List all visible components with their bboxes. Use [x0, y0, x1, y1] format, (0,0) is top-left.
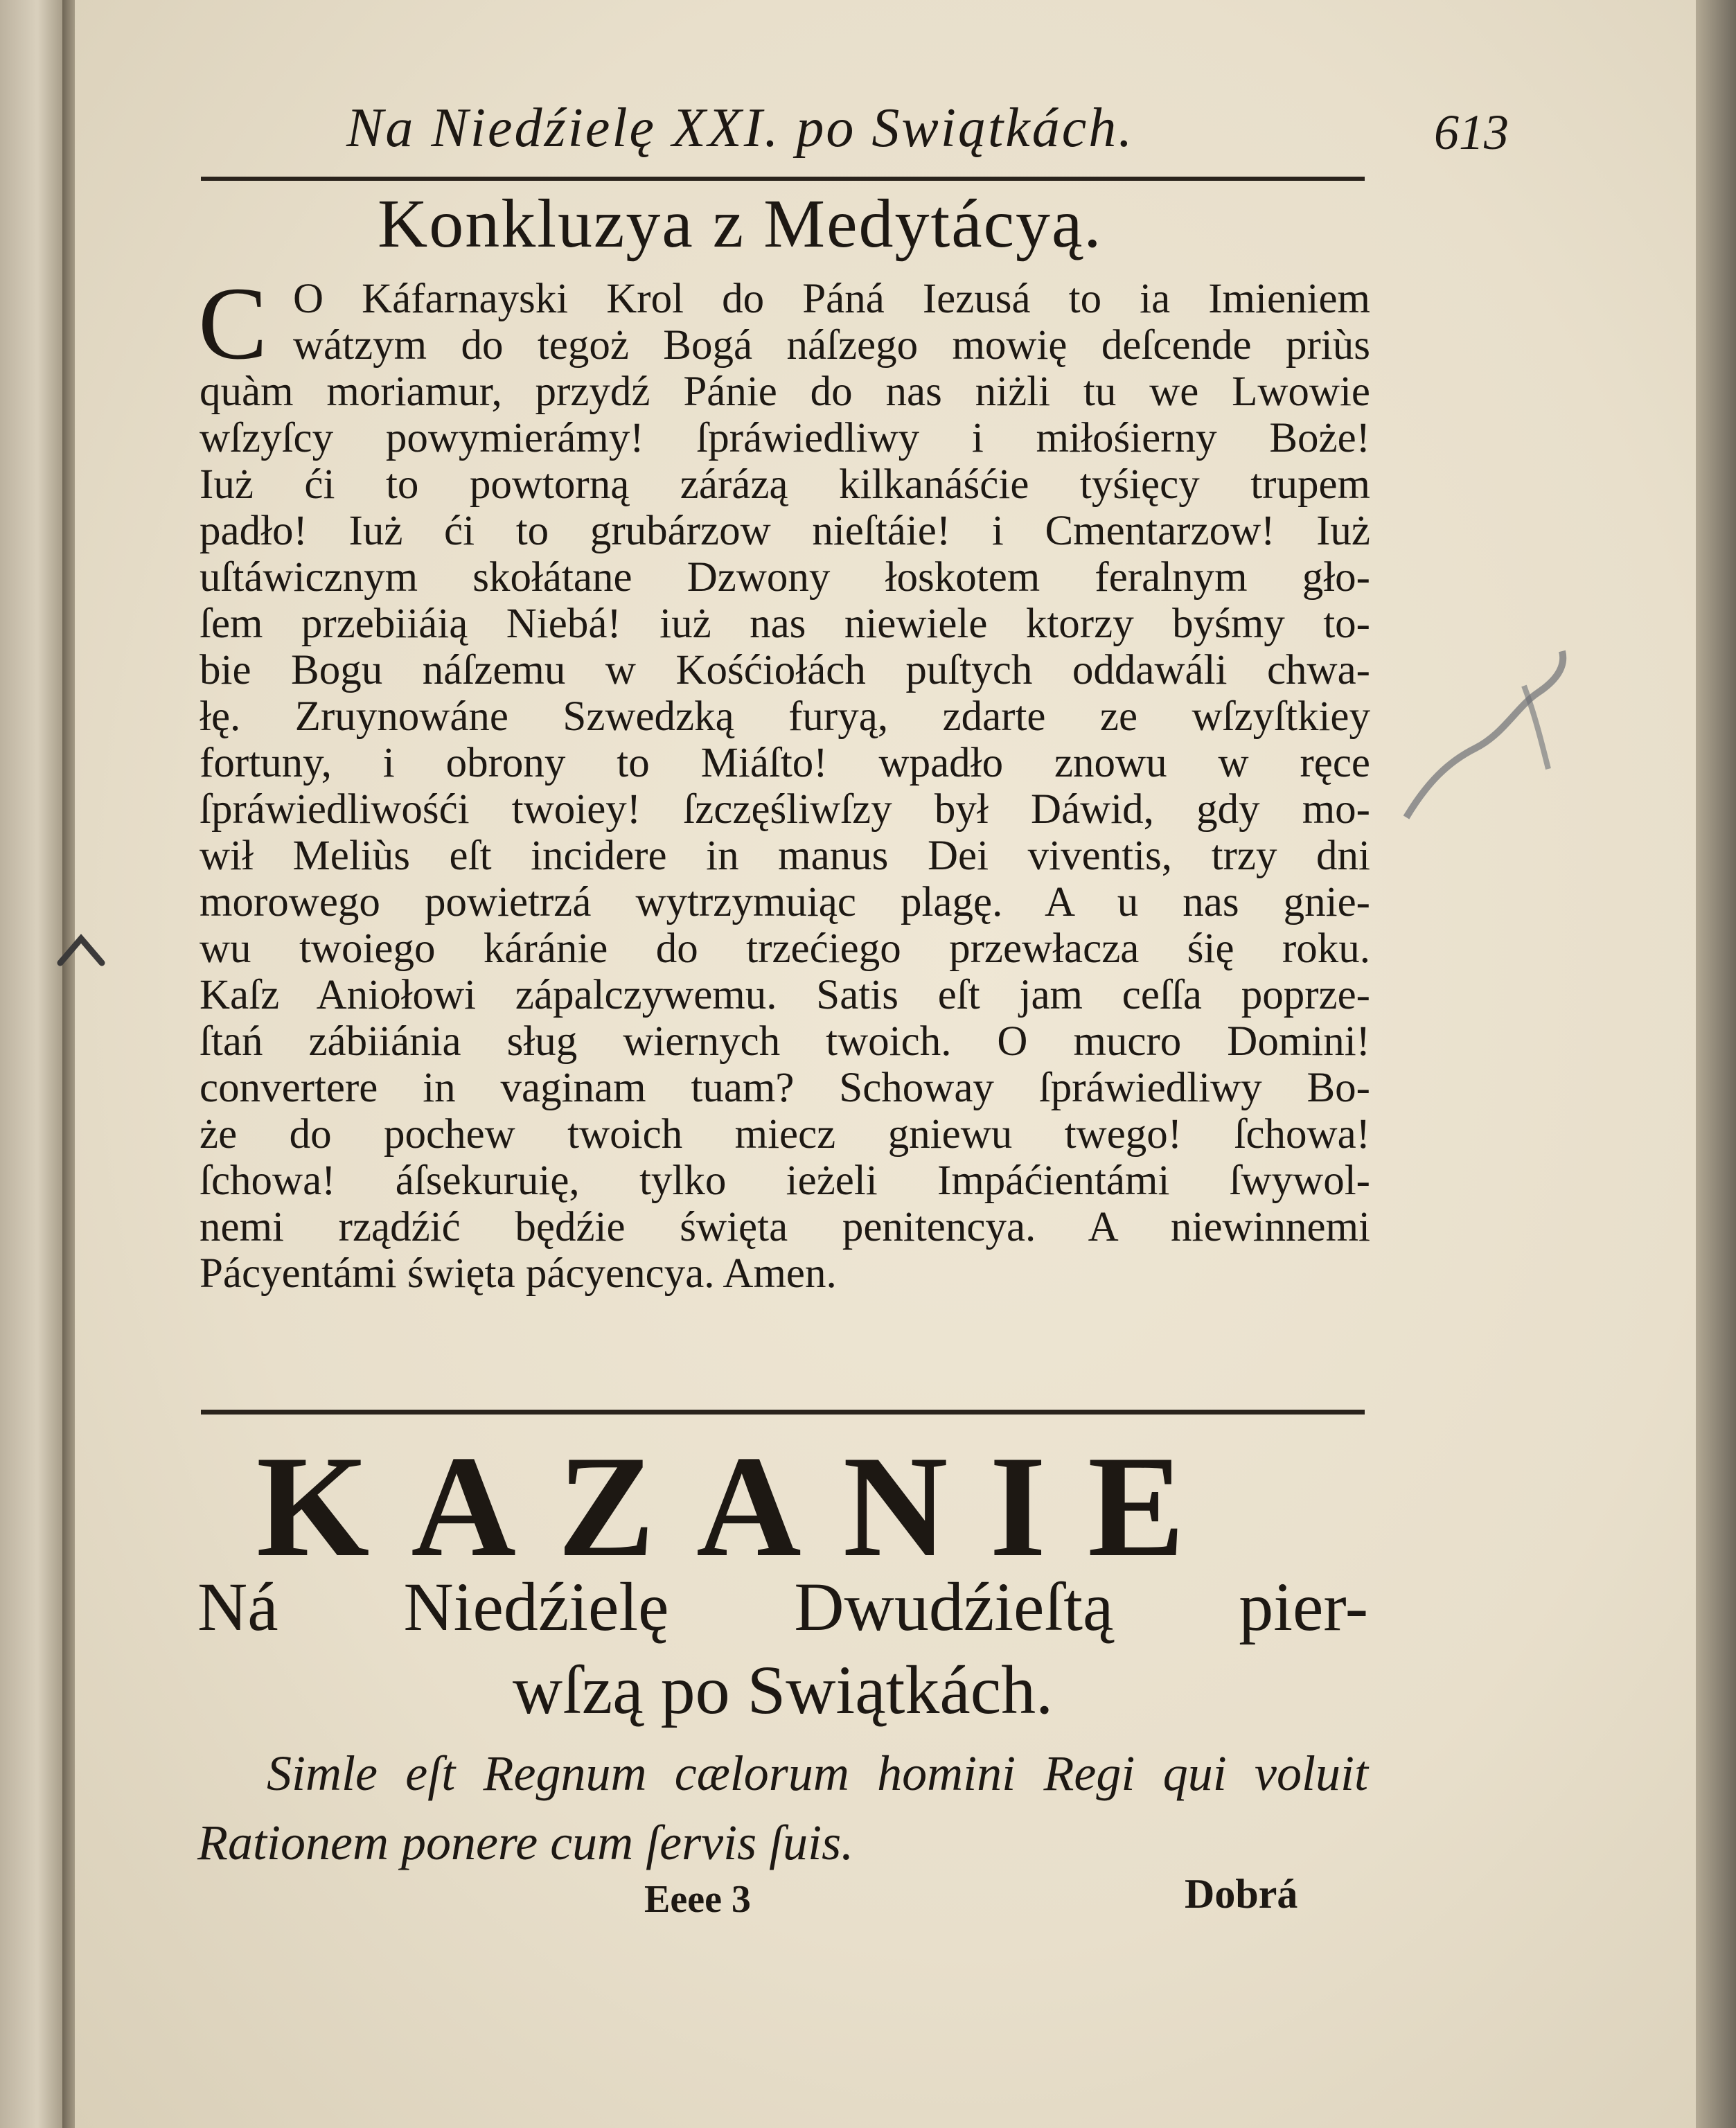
page-edge-shadow: [1696, 0, 1736, 2128]
latin-epigraph: [197, 1739, 1368, 1877]
epigraph-line: Rationem ponere cum ſervis ſuis.: [197, 1815, 854, 1870]
body-line: ſpráwiedliwośći twoiey! ſzczęśliwſzy był Dáwid, gdy mo-: [200, 786, 1370, 833]
body-line: wił Meliùs eſt incidere in manus Dei viventis, trzy dni: [200, 833, 1370, 879]
body-line: wu twoiego káránie do trzećiego przewłacza śię roku.: [200, 925, 1370, 972]
subtitle-line: wſzą po Swiątkách.: [512, 1651, 1054, 1728]
header-rule: [201, 177, 1365, 181]
subtitle-line: Ná Niedźielę Dwudźieſtą pier-: [197, 1568, 1368, 1645]
body-line: Kaſz Aniołowi zápalczywemu. Satis eſt jam ceſſa poprze-: [200, 972, 1370, 1018]
book-gutter: [62, 0, 75, 2128]
body-line: convertere in vaginam tuam? Schoway ſpráwiedliwy Bo-: [200, 1065, 1370, 1111]
catchword: Dobrá: [1185, 1871, 1298, 1917]
body-line: bie Bogu náſzemu w Kośćiołách puſtych oddawáli chwa-: [200, 647, 1370, 693]
body-line: O Káfarnayski Krol do Páná Iezusá to ia Imieniem: [293, 276, 1370, 322]
body-line: morowego powietrzá wytrzymuiąc plagę. A u nas gnie-: [200, 879, 1370, 925]
body-line: Pácyentámi święta pácyencya. Amen.: [200, 1250, 837, 1297]
facing-page-edge: [0, 0, 62, 2128]
body-line: wſzyſcy powymierámy! ſpráwiedliwy i miłośierny Boże!: [200, 415, 1370, 461]
body-line: wátzym do tegoż Bogá náſzego mowię deſcende priùs: [293, 322, 1370, 369]
ink-stain-icon: [1399, 610, 1579, 831]
body-line: ſtań zábiiánia sług wiernych twoich. O mucro Domini!: [200, 1018, 1370, 1065]
running-head: Na Niedźielę XXI. po Swiątkách.: [346, 98, 1135, 159]
epigraph-line: Simle eſt Regnum cælorum homini Regi qui voluit: [267, 1746, 1368, 1801]
body-text: [200, 276, 1370, 1297]
sermon-subtitle: [197, 1566, 1368, 1732]
body-line: uſtáwicznym skołátane Dzwony łoskotem feralnym gło-: [200, 554, 1370, 601]
margin-mark-icon: [57, 928, 105, 977]
body-line: ſem przebiiáią Niebá! iuż nas niewiele ktorzy byśmy to-: [200, 601, 1370, 647]
body-line: fortuny, i obrony to Miáſto! wpadło znowu w ręce: [200, 740, 1370, 786]
drop-cap: C: [198, 266, 268, 381]
body-line: ſchowa! áſsekuruię, tylko ieżeli Impáćientámi ſwywol-: [200, 1158, 1370, 1204]
body-line: Iuż ći to powtorną zárázą kilkanáśćie tyśięcy trupem: [200, 461, 1370, 508]
body-line: padło! Iuż ći to grubárzow nieſtáie! i Cmentarzow! Iuż: [200, 508, 1370, 554]
body-line: quàm moriamur, przydź Pánie do nas niżli tu we Lwowie: [200, 369, 1370, 415]
body-line: łę. Zruynowáne Szwedzką furyą, zdarte ze wſzyſtkiey: [200, 693, 1370, 740]
body-line: że do pochew twoich miecz gniewu twego! ſchowa!: [200, 1111, 1370, 1158]
sermon-title: KAZANIE: [256, 1426, 1227, 1587]
section-divider-rule: [201, 1410, 1365, 1415]
signature-mark: Eeee 3: [644, 1878, 751, 1921]
section-title: Konkluzya z Medytácyą.: [378, 185, 1103, 262]
page-number: 613: [1434, 105, 1509, 160]
body-line: nemi rządźić będźie święta penitencya. A niewinnemi: [200, 1204, 1370, 1250]
